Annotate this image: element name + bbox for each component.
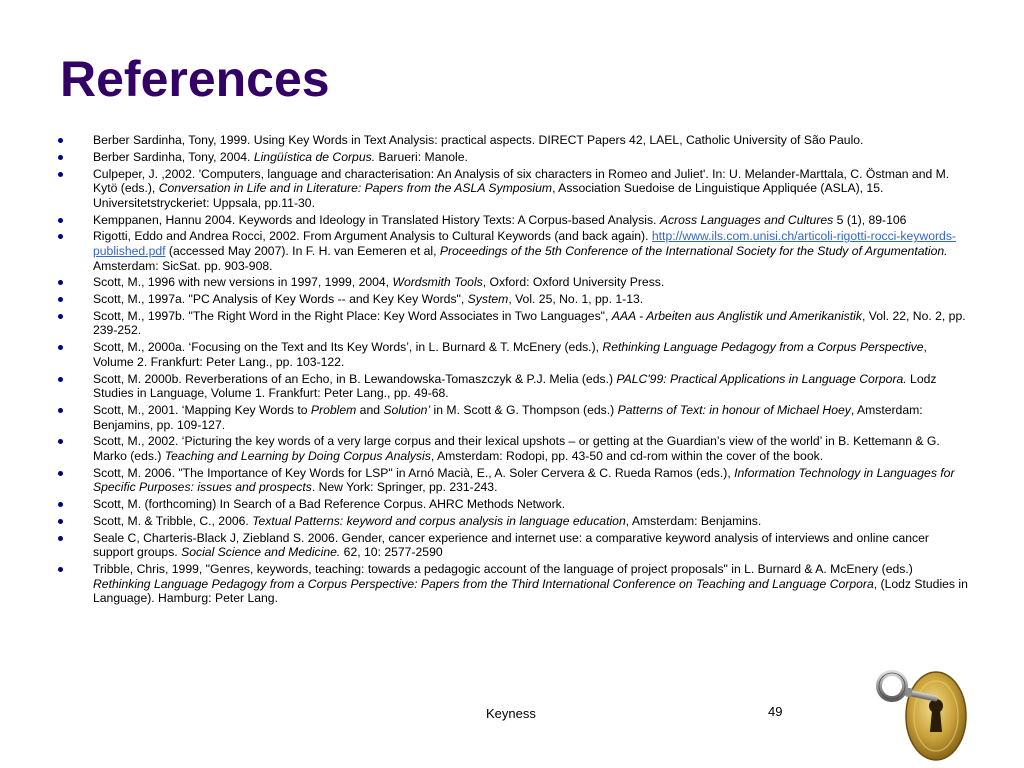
bullet-dot-icon: [58, 502, 63, 507]
reference-text: Seale C, Charteris-Black J, Ziebland S. 2006. Gender, cancer experience and internet use: a comparative keyword analysis of interviews and online cancer support groups.: [93, 530, 929, 560]
reference-text: , Amsterdam: Benjamins, pp. 109-127.: [93, 402, 923, 432]
reference-item: [50, 497, 970, 512]
page-number: 49: [768, 704, 783, 719]
reference-text: . New York: Springer, pp. 231-243.: [311, 480, 498, 495]
reference-italic-text: Problem: [310, 402, 357, 417]
reference-item: [50, 531, 970, 560]
reference-text: Culpeper, J. ,2002. 'Computers, language and characterisation: An Analysis of six characters in Romeo and Juliet'. In: U. Melander-Marttala, C. Östman and M. Kytö (eds.),: [93, 166, 950, 196]
reference-text: , Association Suedoise de Linguistique Appliquée (ASLA), 15. Universitetstryckeriet: Uppsala, pp.11-30.: [93, 181, 884, 210]
reference-text: 62, 10: 2577-2590: [340, 545, 443, 560]
reference-list: [50, 133, 970, 608]
reference-item: [50, 372, 970, 401]
bullet-dot-icon: [58, 567, 63, 572]
reference-italic-text: Across Languages and Cultures: [659, 212, 834, 227]
reference-text: , Oxford: Oxford University Press.: [482, 275, 665, 290]
bullet-dot-icon: [58, 408, 63, 413]
bullet-dot-icon: [58, 471, 63, 476]
reference-text: Tribble, Chris, 1999, "Genres, keywords, teaching: towards a pedagogic account of the language of project proposals" in L. Burnard & A. McEnery (eds.): [93, 562, 913, 577]
reference-italic-text: Information Technology in Languages for Specific Purposes: issues and prospects: [93, 465, 955, 495]
reference-item: [50, 292, 970, 307]
bullet-dot-icon: [58, 345, 63, 350]
bullet-dot-icon: [58, 218, 63, 223]
key-in-keyhole-icon: [862, 662, 990, 762]
reference-item: [50, 562, 970, 606]
reference-item: [50, 229, 970, 273]
reference-text: Scott, M. (forthcoming) In Search of a Bad Reference Corpus. AHRC Methods Network.: [93, 497, 566, 512]
reference-text: Scott, M., 1997a. "PC Analysis of Key Words -- and Key Key Words",: [93, 292, 468, 307]
reference-italic-text: Proceedings of the 5th Conference of the International Society for the Study of Argumentation.: [439, 243, 948, 258]
reference-item: [50, 167, 970, 211]
bullet-dot-icon: [58, 519, 63, 524]
reference-italic-text: Teaching and Learning by Doing Corpus Analysis: [164, 448, 431, 463]
reference-item: [50, 466, 970, 495]
reference-italic-text: PALC'99: Practical Applications in Language Corpora.: [616, 371, 907, 386]
bullet-dot-icon: [58, 138, 63, 143]
reference-text: in M. Scott & G. Thompson (eds.): [430, 402, 618, 417]
reference-text: , Vol. 25, No. 1, pp. 1-13.: [508, 292, 644, 307]
bullet-dot-icon: [58, 439, 63, 444]
bullet-dot-icon: [58, 155, 63, 160]
reference-italic-text: Rethinking Language Pedagogy from a Corpus Perspective: Papers from the Third International Conference on Teaching and Language Corpora: [93, 576, 874, 591]
reference-italic-text: Social Science and Medicine.: [181, 545, 341, 560]
reference-text: Scott, M., 2000a. ‘Focusing on the Text and Its Key Words’, in L. Burnard & T. McEnery (eds.),: [93, 340, 603, 355]
reference-italic-text: Solution’: [383, 402, 431, 417]
reference-text: , Amsterdam: Rodopi, pp. 43-50 and cd-rom within the cover of the book.: [430, 448, 824, 463]
reference-text: Scott, M., 2001. ‘Mapping Key Words to: [93, 402, 311, 417]
reference-text: Scott, M., 2002. ‘Picturing the key words of a very large corpus and their lexical upshots – or getting at the Guardian’s view of the world’ in B. Kettemann & G. Marko (eds.): [93, 434, 940, 463]
reference-italic-text: System: [467, 292, 509, 307]
reference-italic-text: Wordsmith Tools: [392, 275, 483, 290]
reference-text: , Volume 2. Frankfurt: Peter Lang., pp. 103-122.: [93, 340, 927, 369]
reference-item: [50, 213, 970, 228]
reference-text: Amsterdam: SicSat. pp. 903-908.: [93, 258, 273, 273]
reference-text: Scott, M., 1997b. "The Right Word in the Right Place: Key Word Associates in Two Languages",: [93, 308, 612, 323]
bullet-dot-icon: [58, 234, 63, 239]
reference-text: Berber Sardinha, Tony, 2004.: [93, 149, 254, 164]
bullet-dot-icon: [58, 314, 63, 319]
reference-text: Scott, M. 2006. "The Importance of Key Words for LSP" in Arnó Macià, E., A. Soler Cervera & C. Rueda Ramos (eds.),: [93, 465, 735, 480]
reference-text: (accessed May 2007). In F. H. van Eemeren et al,: [165, 243, 440, 258]
bullet-dot-icon: [58, 280, 63, 285]
reference-item: [50, 340, 970, 369]
reference-text: , (Lodz Studies in Language). Hamburg: Peter Lang.: [93, 576, 968, 606]
reference-text: , Amsterdam: Benjamins.: [625, 513, 762, 528]
reference-italic-text: Rethinking Language Pedagogy from a Corpus Perspective: [602, 340, 924, 355]
reference-text: Lodz Studies in Language, Volume 1. Frankfurt: Peter Lang., pp. 49-68.: [93, 371, 937, 401]
reference-link[interactable]: http://www.ils.com.unisi.ch/articoli-rigotti-rocci-keywords-published.pdf: [93, 229, 956, 258]
bullet-dot-icon: [58, 297, 63, 302]
reference-text: 5 (1), 89-106: [833, 212, 907, 227]
reference-text: Scott, M., 1996 with new versions in 1997, 1999, 2004,: [93, 275, 393, 290]
reference-item: [50, 133, 970, 148]
footer-title: Keyness: [486, 706, 536, 721]
reference-italic-text: Lingüística de Corpus.: [253, 149, 376, 164]
reference-item: [50, 434, 970, 463]
reference-item: [50, 275, 970, 290]
bullet-dot-icon: [58, 377, 63, 382]
reference-item: [50, 403, 970, 432]
reference-text: Rigotti, Eddo and Andrea Rocci, 2002. From Argument Analysis to Cultural Keywords (and back again).: [93, 229, 652, 244]
reference-item: [50, 309, 970, 338]
reference-italic-text: Patterns of Text: in honour of Michael Hoey: [617, 402, 851, 417]
reference-italic-text: AAA - Arbeiten aus Anglistik und Amerikanistik: [611, 308, 862, 323]
reference-item: [50, 514, 970, 529]
reference-text: Kemppanen, Hannu 2004. Keywords and Ideology in Translated History Texts: A Corpus-based Analysis.: [93, 212, 660, 227]
reference-text: and: [356, 402, 384, 417]
slide-title: References: [60, 51, 330, 107]
reference-italic-text: Conversation in Life and in Literature: Papers from the ASLA Symposium: [158, 181, 553, 196]
reference-text: , Vol. 22, No. 2, pp. 239-252.: [93, 308, 966, 338]
reference-item: [50, 150, 970, 165]
reference-text: Barueri: Manole.: [375, 149, 468, 164]
bullet-dot-icon: [58, 172, 63, 177]
reference-text: Scott, M. & Tribble, C., 2006.: [93, 513, 253, 528]
bullet-dot-icon: [58, 536, 63, 541]
reference-text: Berber Sardinha, Tony, 1999. Using Key Words in Text Analysis: practical aspects. DIRECT Papers 42, LAEL, Catholic University of São Paulo.: [93, 133, 864, 147]
reference-italic-text: Textual Patterns: keyword and corpus analysis in language education: [252, 513, 626, 528]
reference-text: Scott, M. 2000b. Reverberations of an Echo, in B. Lewandowska-Tomaszczyk & P.J. Melia (eds.): [93, 371, 617, 386]
